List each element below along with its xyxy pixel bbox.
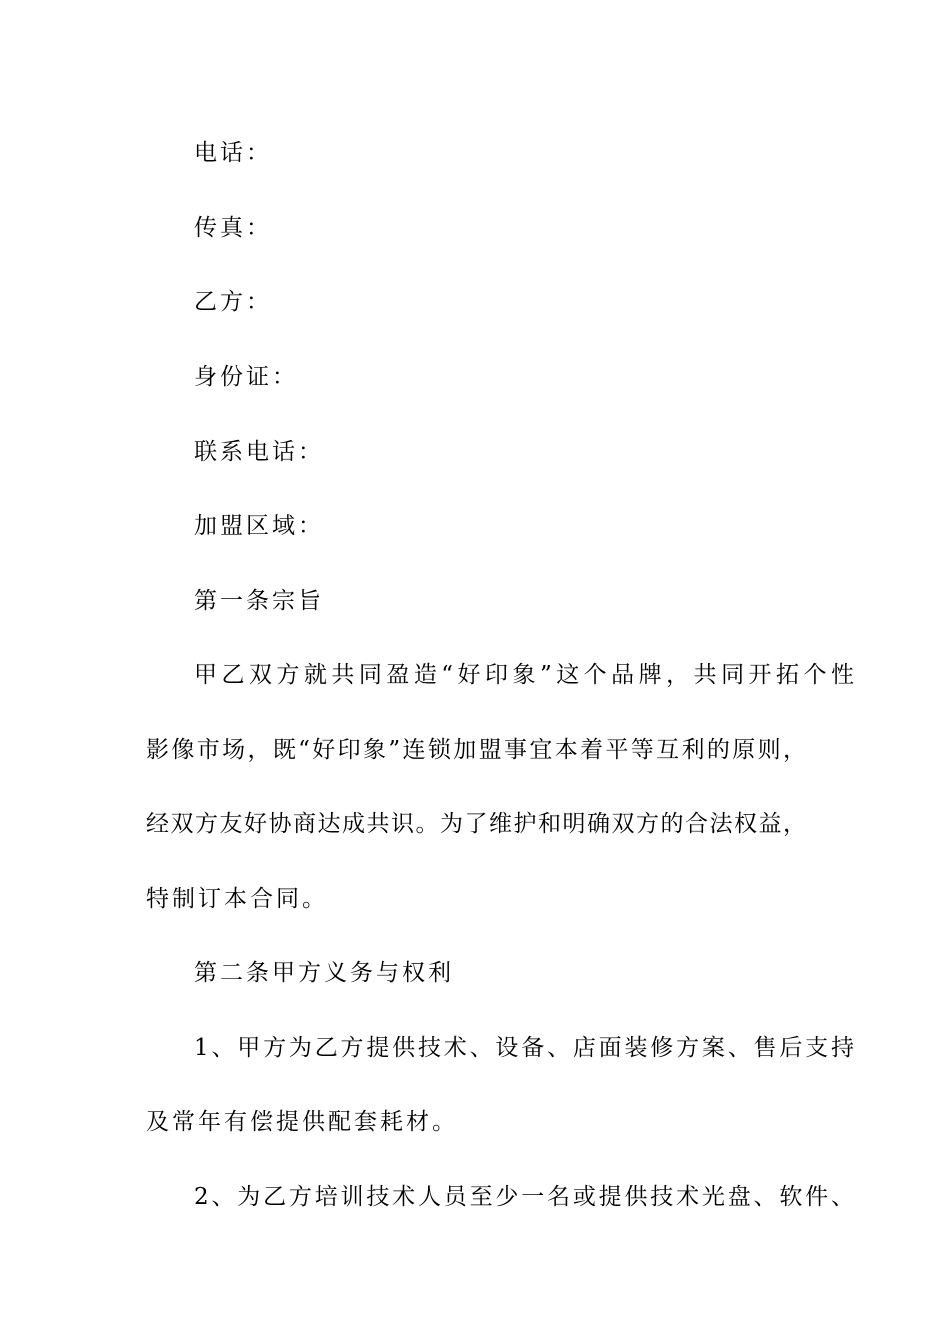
article-2-heading: 第二条甲方义务与权利 bbox=[194, 960, 454, 986]
article-2-item-2-line-1: 2、为乙方培训技术人员至少一名或提供技术光盘、软件、 bbox=[194, 1184, 854, 1210]
article-1-text-line-1: 甲乙双方就共同盈造“好印象”这个品牌，共同开拓个性 bbox=[194, 662, 854, 688]
field-franchise-region: 加盟区域： bbox=[194, 513, 324, 539]
article-2-item-1-line-2: 及常年有偿提供配套耗材。 bbox=[146, 1109, 458, 1135]
article-1-text-line-3: 经双方友好协商达成共识。为了维护和明确双方的合法权益， bbox=[146, 811, 806, 837]
article-1-heading: 第一条宗旨 bbox=[194, 588, 324, 614]
article-1-text-line-2: 影像市场，既“好印象”连锁加盟事宜本着平等互利的原则， bbox=[146, 737, 806, 763]
field-fax: 传真： bbox=[194, 215, 272, 241]
field-phone: 电话： bbox=[194, 140, 272, 166]
article-2-item-1-line-1: 1、甲方为乙方提供技术、设备、店面装修方案、售后支持 bbox=[194, 1035, 854, 1061]
field-id-card: 身份证： bbox=[194, 364, 298, 390]
field-party-b: 乙方： bbox=[194, 289, 272, 315]
article-1-text-line-4: 特制订本合同。 bbox=[146, 886, 328, 912]
field-contact-phone: 联系电话： bbox=[194, 439, 324, 465]
